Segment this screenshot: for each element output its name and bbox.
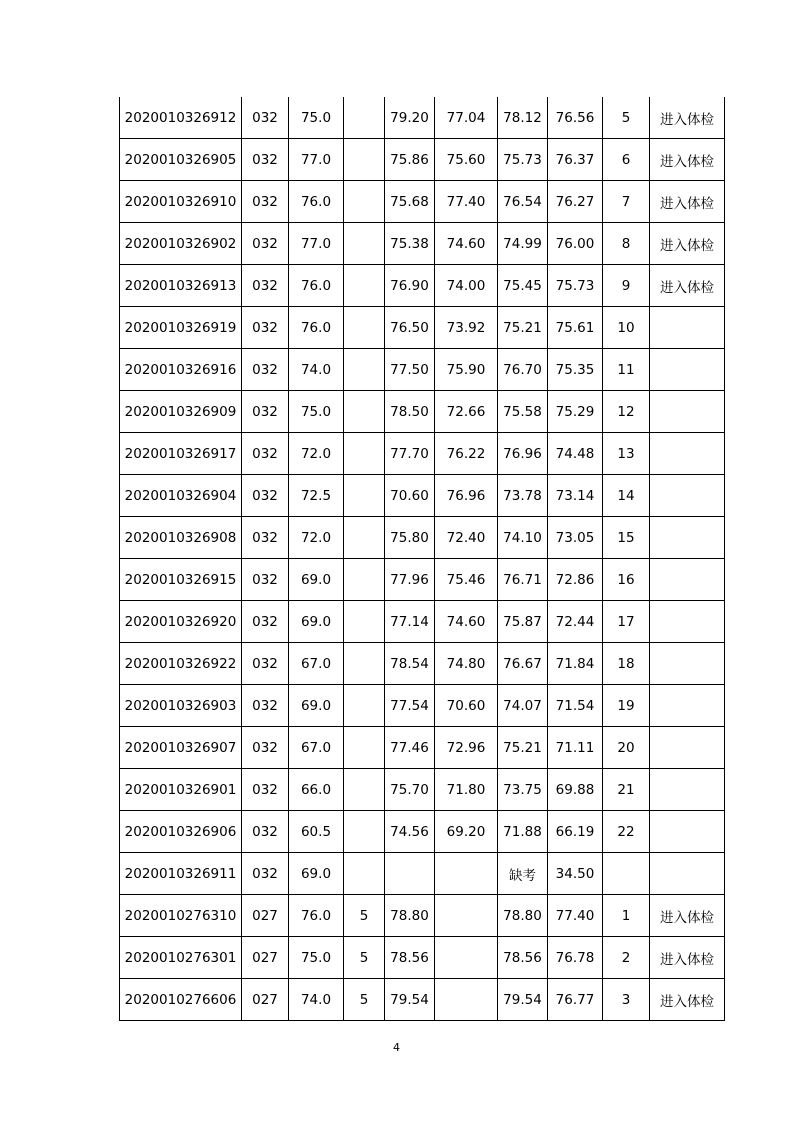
table-row (120, 181, 725, 223)
interview-score-cell: 78.80 (498, 895, 548, 937)
table-row (120, 433, 725, 475)
bonus-points-cell (344, 307, 385, 349)
interview-score-b-cell (435, 853, 498, 895)
position-code-cell: 027 (242, 979, 289, 1021)
interview-score-b-cell (435, 937, 498, 979)
written-score-cell: 72.0 (289, 433, 344, 475)
rank-cell: 13 (603, 433, 650, 475)
total-score-cell: 75.35 (548, 349, 603, 391)
candidate-id-cell: 2020010326909 (120, 391, 242, 433)
interview-score-cell: 76.96 (498, 433, 548, 475)
written-score-cell: 69.0 (289, 559, 344, 601)
candidate-id-cell: 2020010326903 (120, 685, 242, 727)
rank-cell: 20 (603, 727, 650, 769)
interview-score-b-cell: 74.00 (435, 265, 498, 307)
candidate-id-cell: 2020010326911 (120, 853, 242, 895)
total-score-cell: 73.14 (548, 475, 603, 517)
written-score-cell: 76.0 (289, 265, 344, 307)
position-code-cell: 032 (242, 601, 289, 643)
interview-score-cell: 76.67 (498, 643, 548, 685)
table-row (120, 853, 725, 895)
total-score-cell: 76.77 (548, 979, 603, 1021)
position-code-cell: 032 (242, 517, 289, 559)
written-score-cell: 69.0 (289, 601, 344, 643)
bonus-points-cell (344, 727, 385, 769)
rank-cell: 11 (603, 349, 650, 391)
interview-score-b-cell: 74.60 (435, 601, 498, 643)
remark-cell (650, 349, 725, 391)
interview-score-b-cell: 74.80 (435, 643, 498, 685)
interview-score-cell: 74.99 (498, 223, 548, 265)
interview-score-a-cell: 75.86 (385, 139, 435, 181)
total-score-cell: 69.88 (548, 769, 603, 811)
remark-cell (650, 475, 725, 517)
interview-score-cell: 75.21 (498, 307, 548, 349)
bonus-points-cell (344, 475, 385, 517)
total-score-cell: 66.19 (548, 811, 603, 853)
interview-score-cell: 73.78 (498, 475, 548, 517)
rank-cell: 22 (603, 811, 650, 853)
position-code-cell: 032 (242, 391, 289, 433)
position-code-cell: 032 (242, 853, 289, 895)
interview-score-b-cell: 70.60 (435, 685, 498, 727)
candidate-id-cell: 2020010276301 (120, 937, 242, 979)
total-score-cell: 74.48 (548, 433, 603, 475)
position-code-cell: 032 (242, 559, 289, 601)
remark-cell (650, 433, 725, 475)
total-score-cell: 75.29 (548, 391, 603, 433)
remark-cell: 进入体检 (650, 895, 725, 937)
remark-cell (650, 727, 725, 769)
position-code-cell: 032 (242, 811, 289, 853)
table-row (120, 517, 725, 559)
candidate-id-cell: 2020010326922 (120, 643, 242, 685)
position-code-cell: 032 (242, 181, 289, 223)
bonus-points-cell (344, 517, 385, 559)
position-code-cell: 032 (242, 475, 289, 517)
candidate-id-cell: 2020010326910 (120, 181, 242, 223)
remark-cell: 进入体检 (650, 97, 725, 139)
position-code-cell: 032 (242, 643, 289, 685)
written-score-cell: 69.0 (289, 685, 344, 727)
table-row (120, 979, 725, 1021)
candidate-id-cell: 2020010326913 (120, 265, 242, 307)
interview-score-b-cell: 74.60 (435, 223, 498, 265)
interview-score-cell: 75.58 (498, 391, 548, 433)
bonus-points-cell: 5 (344, 895, 385, 937)
remark-cell: 进入体检 (650, 265, 725, 307)
table-row (120, 265, 725, 307)
interview-score-cell: 79.54 (498, 979, 548, 1021)
interview-score-a-cell: 70.60 (385, 475, 435, 517)
written-score-cell: 76.0 (289, 181, 344, 223)
total-score-cell: 76.27 (548, 181, 603, 223)
bonus-points-cell (344, 181, 385, 223)
table-row (120, 97, 725, 139)
position-code-cell: 032 (242, 727, 289, 769)
interview-score-a-cell: 77.54 (385, 685, 435, 727)
candidate-id-cell: 2020010326905 (120, 139, 242, 181)
interview-score-cell: 74.10 (498, 517, 548, 559)
interview-score-a-cell: 77.70 (385, 433, 435, 475)
interview-score-a-cell: 79.54 (385, 979, 435, 1021)
interview-score-a-cell: 75.38 (385, 223, 435, 265)
interview-score-a-cell: 78.80 (385, 895, 435, 937)
table-row (120, 685, 725, 727)
written-score-cell: 75.0 (289, 97, 344, 139)
rank-cell: 21 (603, 769, 650, 811)
position-code-cell: 032 (242, 433, 289, 475)
interview-score-cell: 73.75 (498, 769, 548, 811)
table-row (120, 475, 725, 517)
rank-cell: 19 (603, 685, 650, 727)
total-score-cell: 76.56 (548, 97, 603, 139)
bonus-points-cell: 5 (344, 937, 385, 979)
candidate-id-cell: 2020010326906 (120, 811, 242, 853)
candidate-id-cell: 2020010326901 (120, 769, 242, 811)
interview-score-b-cell: 77.04 (435, 97, 498, 139)
position-code-cell: 032 (242, 223, 289, 265)
bonus-points-cell (344, 349, 385, 391)
interview-score-a-cell: 76.50 (385, 307, 435, 349)
rank-cell: 2 (603, 937, 650, 979)
total-score-cell: 76.00 (548, 223, 603, 265)
bonus-points-cell (344, 643, 385, 685)
total-score-cell: 72.44 (548, 601, 603, 643)
bonus-points-cell (344, 97, 385, 139)
remark-cell (650, 685, 725, 727)
bonus-points-cell (344, 559, 385, 601)
rank-cell: 9 (603, 265, 650, 307)
bonus-points-cell (344, 601, 385, 643)
remark-cell: 进入体检 (650, 181, 725, 223)
interview-score-a-cell: 78.54 (385, 643, 435, 685)
remark-cell: 进入体检 (650, 223, 725, 265)
interview-score-b-cell: 76.22 (435, 433, 498, 475)
table-row (120, 769, 725, 811)
interview-score-cell: 75.45 (498, 265, 548, 307)
interview-score-cell: 78.12 (498, 97, 548, 139)
interview-score-b-cell: 72.96 (435, 727, 498, 769)
remark-cell (650, 811, 725, 853)
table-row (120, 349, 725, 391)
interview-score-a-cell: 77.46 (385, 727, 435, 769)
position-code-cell: 032 (242, 307, 289, 349)
interview-score-cell: 78.56 (498, 937, 548, 979)
rank-cell: 6 (603, 139, 650, 181)
interview-score-cell: 75.87 (498, 601, 548, 643)
interview-score-a-cell: 75.68 (385, 181, 435, 223)
position-code-cell: 032 (242, 349, 289, 391)
written-score-cell: 60.5 (289, 811, 344, 853)
rank-cell: 8 (603, 223, 650, 265)
candidate-id-cell: 2020010326902 (120, 223, 242, 265)
written-score-cell: 77.0 (289, 223, 344, 265)
rank-cell: 17 (603, 601, 650, 643)
total-score-cell: 75.61 (548, 307, 603, 349)
interview-score-b-cell: 72.66 (435, 391, 498, 433)
rank-cell: 16 (603, 559, 650, 601)
candidate-id-cell: 2020010276606 (120, 979, 242, 1021)
interview-score-a-cell: 77.50 (385, 349, 435, 391)
position-code-cell: 032 (242, 685, 289, 727)
interview-score-b-cell: 73.92 (435, 307, 498, 349)
written-score-cell: 67.0 (289, 643, 344, 685)
remark-cell: 进入体检 (650, 139, 725, 181)
written-score-cell: 66.0 (289, 769, 344, 811)
written-score-cell: 69.0 (289, 853, 344, 895)
interview-score-cell: 75.21 (498, 727, 548, 769)
remark-cell (650, 307, 725, 349)
total-score-cell: 34.50 (548, 853, 603, 895)
score-table (119, 97, 725, 1021)
bonus-points-cell (344, 769, 385, 811)
rank-cell: 14 (603, 475, 650, 517)
position-code-cell: 032 (242, 769, 289, 811)
position-code-cell: 032 (242, 97, 289, 139)
interview-score-cell: 76.54 (498, 181, 548, 223)
written-score-cell: 75.0 (289, 391, 344, 433)
written-score-cell: 75.0 (289, 937, 344, 979)
table-row (120, 811, 725, 853)
interview-score-b-cell: 77.40 (435, 181, 498, 223)
table-row (120, 601, 725, 643)
table-row (120, 559, 725, 601)
interview-score-a-cell: 79.20 (385, 97, 435, 139)
table-row (120, 223, 725, 265)
interview-score-b-cell: 75.90 (435, 349, 498, 391)
bonus-points-cell (344, 433, 385, 475)
remark-cell (650, 643, 725, 685)
interview-score-a-cell: 78.56 (385, 937, 435, 979)
interview-score-b-cell (435, 979, 498, 1021)
candidate-id-cell: 2020010326920 (120, 601, 242, 643)
total-score-cell: 75.73 (548, 265, 603, 307)
rank-cell: 15 (603, 517, 650, 559)
interview-score-cell: 缺考 (498, 853, 548, 895)
remark-cell: 进入体检 (650, 937, 725, 979)
remark-cell (650, 391, 725, 433)
candidate-id-cell: 2020010326904 (120, 475, 242, 517)
page-number: 4 (393, 1041, 400, 1054)
written-score-cell: 74.0 (289, 979, 344, 1021)
bonus-points-cell (344, 685, 385, 727)
rank-cell: 3 (603, 979, 650, 1021)
bonus-points-cell (344, 391, 385, 433)
written-score-cell: 67.0 (289, 727, 344, 769)
written-score-cell: 72.5 (289, 475, 344, 517)
rank-cell: 12 (603, 391, 650, 433)
interview-score-cell: 71.88 (498, 811, 548, 853)
interview-score-cell: 74.07 (498, 685, 548, 727)
written-score-cell: 76.0 (289, 307, 344, 349)
total-score-cell: 71.11 (548, 727, 603, 769)
bonus-points-cell (344, 223, 385, 265)
remark-cell (650, 769, 725, 811)
candidate-id-cell: 2020010326908 (120, 517, 242, 559)
bonus-points-cell (344, 853, 385, 895)
rank-cell (603, 853, 650, 895)
interview-score-a-cell: 77.96 (385, 559, 435, 601)
total-score-cell: 71.84 (548, 643, 603, 685)
total-score-cell: 71.54 (548, 685, 603, 727)
table-row (120, 139, 725, 181)
interview-score-b-cell: 71.80 (435, 769, 498, 811)
candidate-id-cell: 2020010326915 (120, 559, 242, 601)
table-row (120, 307, 725, 349)
interview-score-cell: 76.70 (498, 349, 548, 391)
rank-cell: 10 (603, 307, 650, 349)
candidate-id-cell: 2020010326919 (120, 307, 242, 349)
interview-score-b-cell: 69.20 (435, 811, 498, 853)
interview-score-cell: 75.73 (498, 139, 548, 181)
written-score-cell: 74.0 (289, 349, 344, 391)
interview-score-a-cell: 75.80 (385, 517, 435, 559)
remark-cell (650, 601, 725, 643)
interview-score-b-cell: 72.40 (435, 517, 498, 559)
remark-cell (650, 517, 725, 559)
rank-cell: 1 (603, 895, 650, 937)
interview-score-b-cell: 76.96 (435, 475, 498, 517)
rank-cell: 18 (603, 643, 650, 685)
candidate-id-cell: 2020010276310 (120, 895, 242, 937)
written-score-cell: 72.0 (289, 517, 344, 559)
position-code-cell: 032 (242, 139, 289, 181)
total-score-cell: 73.05 (548, 517, 603, 559)
score-table-body (120, 97, 725, 1021)
rank-cell: 7 (603, 181, 650, 223)
interview-score-a-cell (385, 853, 435, 895)
total-score-cell: 76.37 (548, 139, 603, 181)
position-code-cell: 027 (242, 937, 289, 979)
interview-score-b-cell: 75.60 (435, 139, 498, 181)
remark-cell (650, 853, 725, 895)
interview-score-a-cell: 76.90 (385, 265, 435, 307)
rank-cell: 5 (603, 97, 650, 139)
bonus-points-cell (344, 265, 385, 307)
position-code-cell: 027 (242, 895, 289, 937)
table-row (120, 643, 725, 685)
table-row (120, 727, 725, 769)
table-row (120, 391, 725, 433)
interview-score-b-cell (435, 895, 498, 937)
position-code-cell: 032 (242, 265, 289, 307)
written-score-cell: 76.0 (289, 895, 344, 937)
candidate-id-cell: 2020010326912 (120, 97, 242, 139)
remark-cell (650, 559, 725, 601)
interview-score-a-cell: 75.70 (385, 769, 435, 811)
candidate-id-cell: 2020010326916 (120, 349, 242, 391)
interview-score-a-cell: 77.14 (385, 601, 435, 643)
written-score-cell: 77.0 (289, 139, 344, 181)
interview-score-cell: 76.71 (498, 559, 548, 601)
remark-cell: 进入体检 (650, 979, 725, 1021)
candidate-id-cell: 2020010326907 (120, 727, 242, 769)
table-row (120, 895, 725, 937)
total-score-cell: 77.40 (548, 895, 603, 937)
interview-score-b-cell: 75.46 (435, 559, 498, 601)
total-score-cell: 76.78 (548, 937, 603, 979)
interview-score-a-cell: 74.56 (385, 811, 435, 853)
table-row (120, 937, 725, 979)
bonus-points-cell: 5 (344, 979, 385, 1021)
bonus-points-cell (344, 811, 385, 853)
bonus-points-cell (344, 139, 385, 181)
candidate-id-cell: 2020010326917 (120, 433, 242, 475)
interview-score-a-cell: 78.50 (385, 391, 435, 433)
total-score-cell: 72.86 (548, 559, 603, 601)
